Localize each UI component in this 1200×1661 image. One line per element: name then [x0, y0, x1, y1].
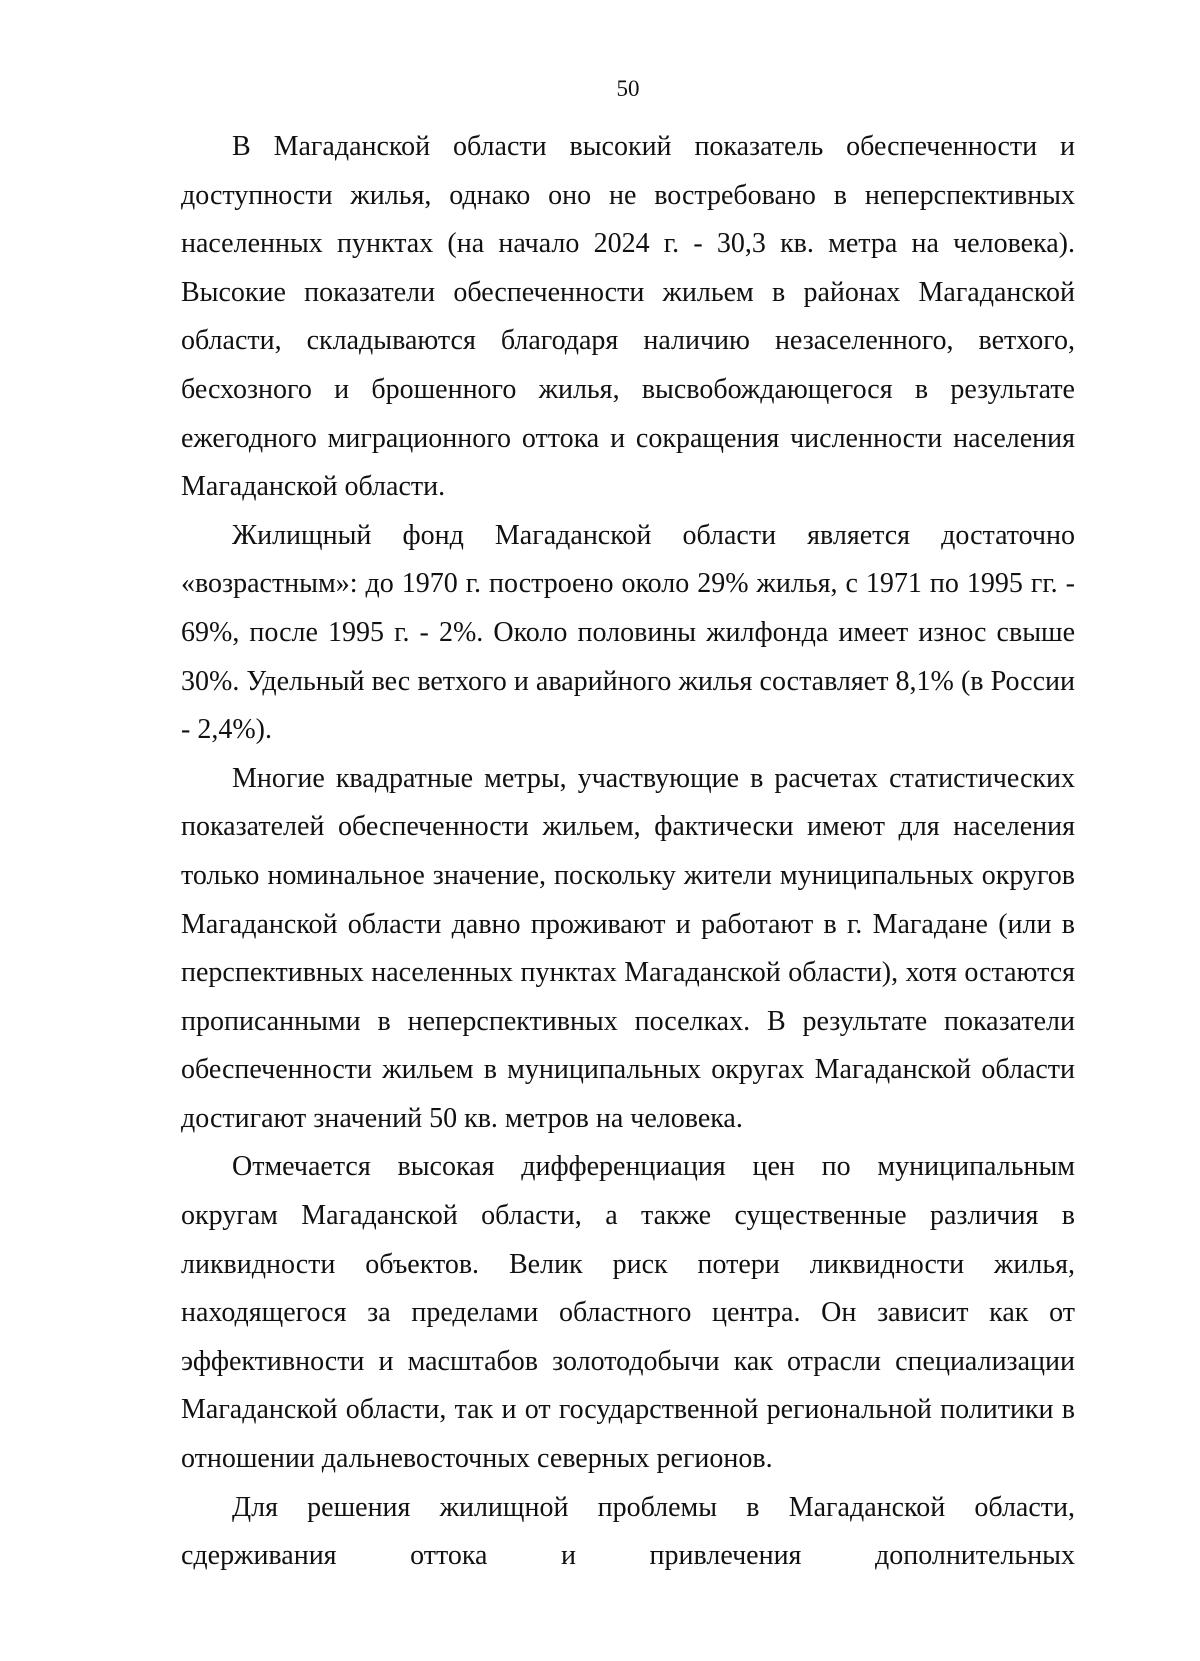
document-body — [181, 123, 1075, 1581]
paragraph-housing-stock-age: Жилищный фонд Магаданской области является достаточно «возрастным»: до 1970 г. построено около 29% жилья, с 1971 по 1995 гг. - 69%, после 1995 г. - 2%. Около половины жилфонда имеет износ свыше 30%. Удельный вес ветхого и аварийного жилья составляет 8,1% (в России - 2,4%). — [181, 519, 1075, 746]
paragraph-housing-provision: В Магаданской области высокий показатель обеспеченности и доступности жилья, однако оно не востребовано в неперспективных населенных пунктах (на начало 2024 г. - 30,3 кв. метра на человека). Высокие показатели обеспеченности жильем в районах Магаданской области, складываются благодаря наличию незаселенного, ветхого, бесхозного и брошенного жилья, высвобождающегося в результате ежегодного миграционного оттока и сокращения численности населения Магаданской области. — [181, 131, 1075, 503]
paragraph-nominal-square-meters: Многие квадратные метры, участвующие в расчетах статистических показателей обеспеченности жильем, фактически имеют для населения только номинальное значение, поскольку жители муниципальных округов Магаданской области давно проживают и работают в г. Магадане (или в перспективных населенных пунктах Магаданской области), хотя остаются прописанными в неперспективных поселках. В результате показатели обеспеченности жильем в муниципальных округах Магаданской области достигают значений 50 кв. метров на человека. — [181, 762, 1075, 1134]
paragraph-housing-solution: Для решения жилищной проблемы в Магаданской области, сдерживания оттока и привлечения дополнительных — [181, 1491, 1075, 1572]
page-number: 50 — [616, 76, 640, 101]
paragraph-price-differentiation: Отмечается высокая дифференциация цен по муниципальным округам Магаданской области, а также существенные различия в ликвидности объектов. Велик риск потери ликвидности жилья, находящегося за пределами областного центра. Он зависит как от эффективности и масштабов золотодобычи как отрасли специализации Магаданской области, так и от государственной региональной политики в отношении дальневосточных северных регионов. — [181, 1151, 1075, 1475]
